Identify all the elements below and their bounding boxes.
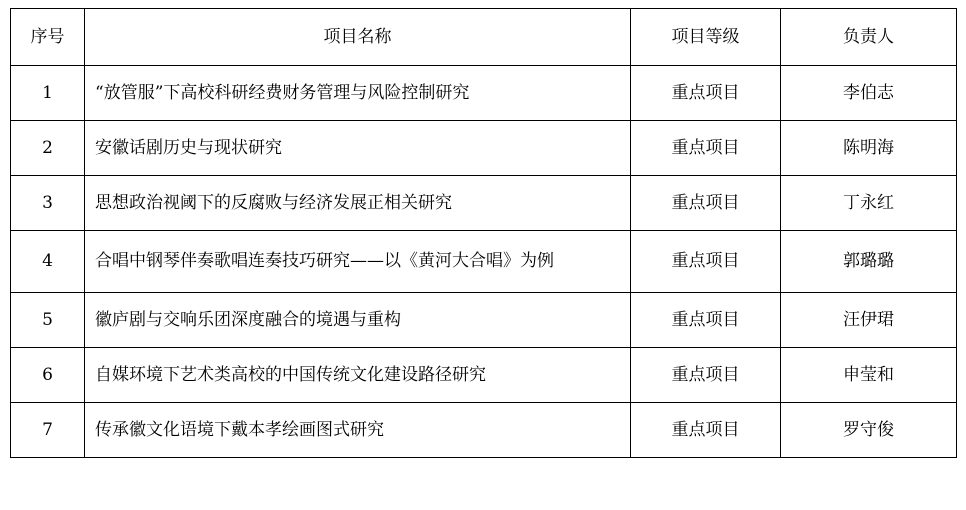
row-owner: 李伯志 [781, 66, 957, 121]
row-owner: 丁永红 [781, 176, 957, 231]
row-project-level: 重点项目 [631, 121, 781, 176]
row-owner: 罗守俊 [781, 403, 957, 458]
row-index: 1 [11, 66, 85, 121]
row-project-name: 合唱中钢琴伴奏歌唱连奏技巧研究——以《黄河大合唱》为例 [85, 231, 631, 293]
table-row [11, 293, 957, 348]
row-owner: 申莹和 [781, 348, 957, 403]
table-row [11, 231, 957, 293]
column-header-owner: 负责人 [781, 9, 957, 66]
row-project-name: 传承徽文化语境下戴本孝绘画图式研究 [85, 403, 631, 458]
row-project-name: 自媒环境下艺术类高校的中国传统文化建设路径研究 [85, 348, 631, 403]
row-project-level: 重点项目 [631, 176, 781, 231]
row-project-level: 重点项目 [631, 293, 781, 348]
row-owner: 郭璐璐 [781, 231, 957, 293]
column-header-index: 序号 [11, 9, 85, 66]
row-index: 2 [11, 121, 85, 176]
project-table [10, 8, 957, 458]
table-row [11, 121, 957, 176]
row-index: 5 [11, 293, 85, 348]
row-project-level: 重点项目 [631, 403, 781, 458]
row-project-name: “放管服”下高校科研经费财务管理与风险控制研究 [85, 66, 631, 121]
row-owner: 陈明海 [781, 121, 957, 176]
row-project-name: 思想政治视阈下的反腐败与经济发展正相关研究 [85, 176, 631, 231]
table-row [11, 66, 957, 121]
column-header-level: 项目等级 [631, 9, 781, 66]
table-row [11, 176, 957, 231]
row-index: 3 [11, 176, 85, 231]
column-header-name: 项目名称 [85, 9, 631, 66]
row-project-level: 重点项目 [631, 231, 781, 293]
table-row [11, 348, 957, 403]
row-project-level: 重点项目 [631, 348, 781, 403]
row-project-level: 重点项目 [631, 66, 781, 121]
table-header [11, 9, 957, 66]
row-project-name: 徽庐剧与交响乐团深度融合的境遇与重构 [85, 293, 631, 348]
table-row [11, 403, 957, 458]
row-index: 6 [11, 348, 85, 403]
table-header-row [11, 9, 957, 66]
row-project-name: 安徽话剧历史与现状研究 [85, 121, 631, 176]
row-owner: 汪伊珺 [781, 293, 957, 348]
row-index: 7 [11, 403, 85, 458]
row-index: 4 [11, 231, 85, 293]
table-body [11, 66, 957, 458]
